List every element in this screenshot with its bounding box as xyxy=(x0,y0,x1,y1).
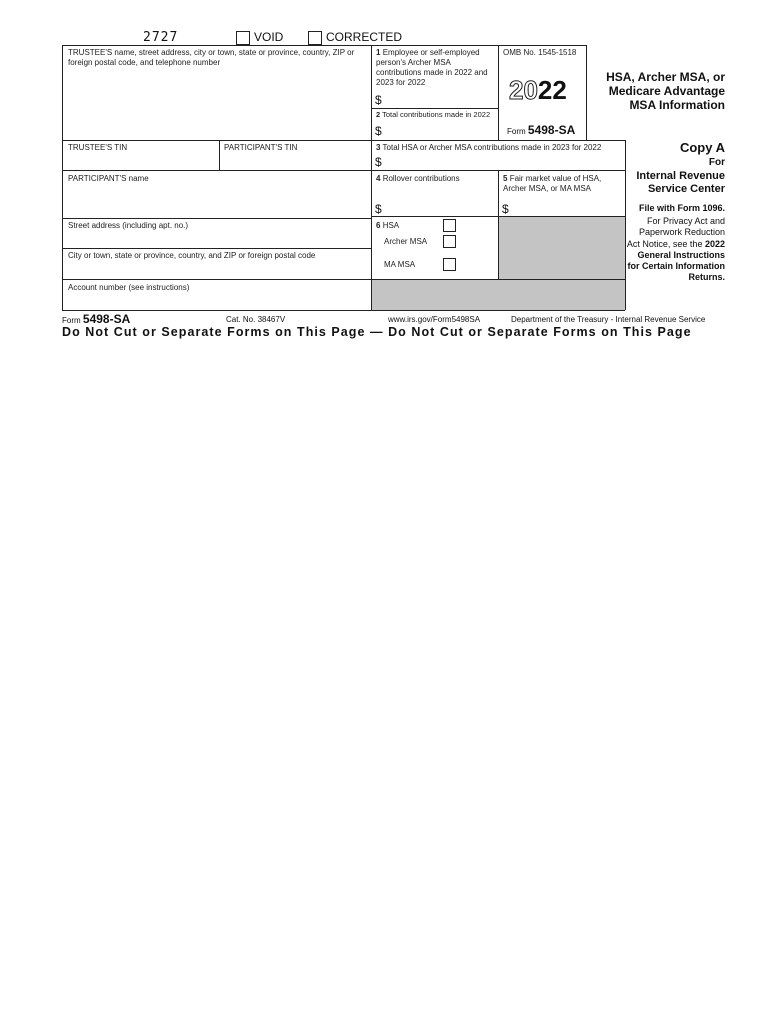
box2-amount-field[interactable] xyxy=(386,122,496,138)
box1-dollar: $ xyxy=(375,93,382,107)
box3-dollar: $ xyxy=(375,155,382,169)
trustee-label: TRUSTEE'S name, street address, city or town, state or province, country, ZIP or foreign postal code, and telephone number xyxy=(68,48,355,67)
box6-archer-checkbox[interactable] xyxy=(443,235,456,248)
box3-label: 3 Total HSA or Archer MSA contributions made in 2023 for 2022 xyxy=(376,143,602,152)
footer-cat-no: Cat. No. 38467V xyxy=(226,315,286,324)
box6-hsa-label: 6 HSA xyxy=(376,221,400,230)
copy-a-heading: Copy A xyxy=(679,140,725,155)
account-number-field[interactable] xyxy=(63,294,370,309)
shaded-area-box6 xyxy=(499,217,625,279)
box6-mamsa-checkbox[interactable] xyxy=(443,258,456,271)
footer-department: Department of the Treasury - Internal Revenue Service xyxy=(511,315,706,324)
street-address-field[interactable] xyxy=(63,232,370,247)
box4-label: 4 Rollover contributions xyxy=(376,174,460,183)
copy-for: For xyxy=(708,157,725,168)
omb-number: OMB No. 1545-1518 xyxy=(503,48,577,57)
box5-amount-field[interactable] xyxy=(513,200,623,215)
box6-hsa-checkbox[interactable] xyxy=(443,219,456,232)
box2-dollar: $ xyxy=(375,124,382,138)
account-number-label: Account number (see instructions) xyxy=(68,283,190,292)
participant-tin-label: PARTICIPANT'S TIN xyxy=(224,143,298,152)
box5-dollar: $ xyxy=(502,202,509,216)
participant-name-label: PARTICIPANT'S name xyxy=(68,174,149,183)
form-title: HSA, Archer MSA, or Medicare Advantage MSA Information xyxy=(606,70,725,112)
privacy-notice: For Privacy Act and Paperwork Reduction Act Notice, see the 2022 General Instructions for Certain Information Returns. xyxy=(626,216,725,283)
copy-irs-center: Internal Revenue Service Center xyxy=(636,170,725,195)
footer-form: Form 5498-SA xyxy=(62,312,131,326)
participant-tin-field[interactable] xyxy=(220,154,370,169)
box4-amount-field[interactable] xyxy=(386,200,496,215)
box1-amount-field[interactable] xyxy=(386,92,496,107)
box6-mamsa-label: MA MSA xyxy=(384,260,416,269)
form-5498-sa xyxy=(0,0,770,360)
file-with-1096: File with Form 1096. xyxy=(638,203,725,213)
box4-dollar: $ xyxy=(375,202,382,216)
do-not-cut-warning: Do Not Cut or Separate Forms on This Page — Do Not Cut or Separate Forms on This Page xyxy=(62,325,692,339)
trustee-field[interactable] xyxy=(63,70,370,139)
box5-label: 5 Fair market value of HSA, Archer MSA, or MA MSA xyxy=(503,174,602,193)
shaded-area-account xyxy=(372,280,625,310)
trustee-tin-field[interactable] xyxy=(63,154,218,169)
form-code: 2727 xyxy=(143,30,179,45)
participant-name-field[interactable] xyxy=(63,186,370,217)
footer-url: www.irs.gov/Form5498SA xyxy=(388,315,481,324)
box6-archer-label: Archer MSA xyxy=(384,237,428,246)
box1-label: 1 Employee or self-employed person's Archer MSA contributions made in 2022 and 2023 for 2022 xyxy=(376,48,488,87)
city-label: City or town, state or province, country, and ZIP or foreign postal code xyxy=(68,251,316,260)
tax-year: 2022 xyxy=(509,75,567,105)
trustee-tin-label: TRUSTEE'S TIN xyxy=(68,143,128,152)
corrected-label: CORRECTED xyxy=(326,30,403,44)
street-address-label: Street address (including apt. no.) xyxy=(68,221,189,230)
void-label: VOID xyxy=(254,30,284,44)
box3-amount-field[interactable] xyxy=(386,154,622,169)
form-number-label: Form 5498-SA xyxy=(507,123,576,137)
box2-label: 2 Total contributions made in 2022 xyxy=(376,110,491,119)
city-field[interactable] xyxy=(63,262,370,278)
